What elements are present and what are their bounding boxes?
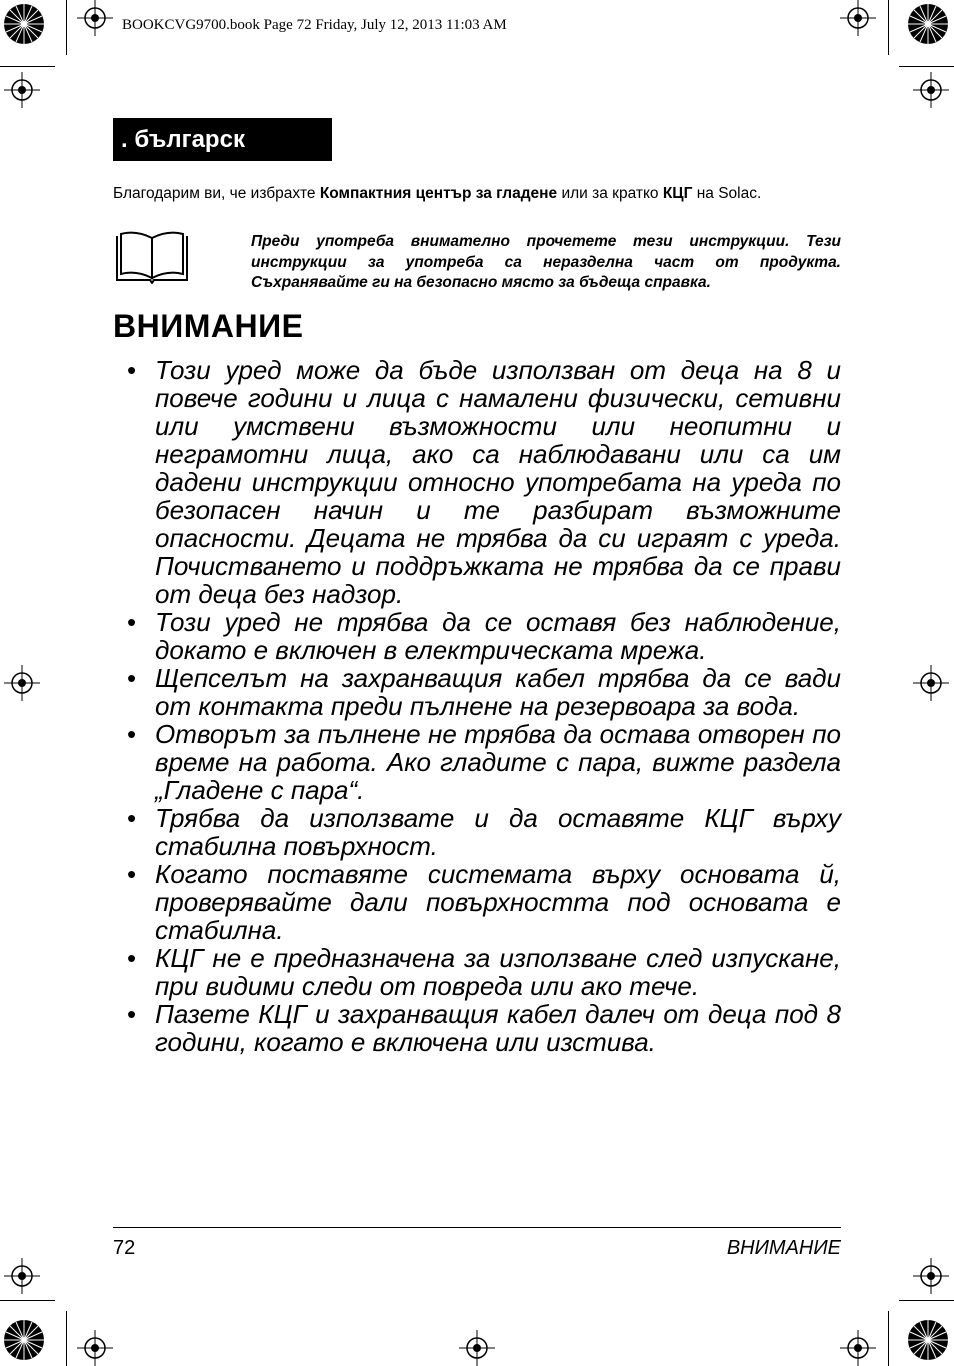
registration-mark-icon [77, 1330, 113, 1366]
registration-mark-icon [913, 72, 949, 108]
starburst-mark-icon [2, 1318, 46, 1362]
warning-text: Пазете КЦГ и захранващия кабел далеч от деца под 8 години, когато е включена или изстива. [155, 999, 841, 1057]
crop-line [0, 1300, 55, 1301]
crop-line [66, 1311, 67, 1366]
starburst-mark-icon [906, 2, 950, 46]
product-name: Компактния център за гладене [319, 185, 558, 202]
registration-mark-icon [840, 1330, 876, 1366]
bullet: • [127, 355, 137, 385]
list-item [127, 608, 841, 664]
registration-mark-icon [840, 0, 876, 36]
list-item [127, 944, 841, 1000]
instruction-note: Преди употреба внимателно прочетете тези инструкции. Тези инструкции за употреба са неразделна част от продукта. Съхранявайте ги на безопасно място за бъдеща справка. [251, 233, 841, 291]
bullet: • [127, 719, 137, 749]
warning-text: Този уред не трябва да се оставя без наблюдение, докато е включен в електрическата мрежа. [155, 607, 841, 665]
list-item [127, 720, 841, 804]
registration-mark-icon [459, 1330, 495, 1366]
registration-mark-icon [913, 1258, 949, 1294]
warning-text: Отворът за пълнене не трябва да остава отворен по време на работа. Ако гладите с пара, вижте раздела „Гладене с пара“. [155, 719, 841, 805]
list-item [127, 804, 841, 860]
bullet: • [127, 943, 137, 973]
crop-line [66, 0, 67, 55]
list-item [127, 664, 841, 720]
print-header: BOOKCVG9700.book Page 72 Friday, July 12, 2013 11:03 AM [122, 17, 507, 33]
registration-mark-icon [4, 665, 40, 701]
crop-line [888, 0, 889, 55]
registration-mark-icon [913, 665, 949, 701]
list-item [127, 356, 841, 608]
crop-line [899, 66, 954, 67]
intro-paragraph [113, 184, 841, 204]
list-item [127, 860, 841, 944]
intro-text: Благодарим ви, че избрахте [113, 185, 320, 202]
warning-text: Щепселът на захранващия кабел трябва да се вади от контакта преди пълнене на резервоара за вода. [155, 663, 841, 721]
product-abbreviation: КЦГ [662, 185, 693, 202]
intro-text: на Solac. [692, 185, 762, 202]
intro-text: или за кратко [557, 185, 663, 202]
list-item [127, 1000, 841, 1056]
warning-text: КЦГ не е предназначена за използване след изпускане, при видими следи от повреда или ако тече. [155, 943, 841, 1001]
bullet: • [127, 803, 137, 833]
bullet: • [127, 663, 137, 693]
language-tab: . българск [113, 118, 332, 161]
starburst-mark-icon [2, 2, 46, 46]
crop-line [888, 1311, 889, 1366]
warning-text: Трябва да използвате и да оставяте КЦГ върху стабилна повърхност. [155, 803, 841, 861]
crop-line [899, 1300, 954, 1301]
bullet: • [127, 999, 137, 1029]
open-book-icon [114, 230, 190, 284]
footer-divider [113, 1227, 841, 1228]
section-title: ВНИМАНИЕ [113, 308, 304, 344]
bullet: • [127, 607, 137, 637]
registration-mark-icon [4, 1258, 40, 1294]
crop-line [0, 66, 55, 67]
registration-mark-icon [4, 72, 40, 108]
warning-text: Този уред може да бъде използван от деца на 8 и повече години и лица с намалени физически, сетивни или умствени възможности или неопитни и неграмотни лица, ако са наблюдавани или са им дадени инструкции относно употребата на уреда по безопасен начин и те разбират възможните опасности. Децата не трябва да си играят с уреда. Почистването и поддръжката не трябва да се прави от деца без надзор. [155, 355, 841, 609]
footer-section-title: ВНИМАНИЕ [726, 1237, 841, 1259]
bullet: • [127, 859, 137, 889]
warning-text: Когато поставяте системата върху основата й, проверявайте дали повърхността под основата е стабилна. [155, 859, 841, 945]
registration-mark-icon [77, 0, 113, 36]
starburst-mark-icon [906, 1318, 950, 1362]
page-number: 72 [113, 1237, 136, 1259]
warnings-list [127, 356, 841, 1056]
